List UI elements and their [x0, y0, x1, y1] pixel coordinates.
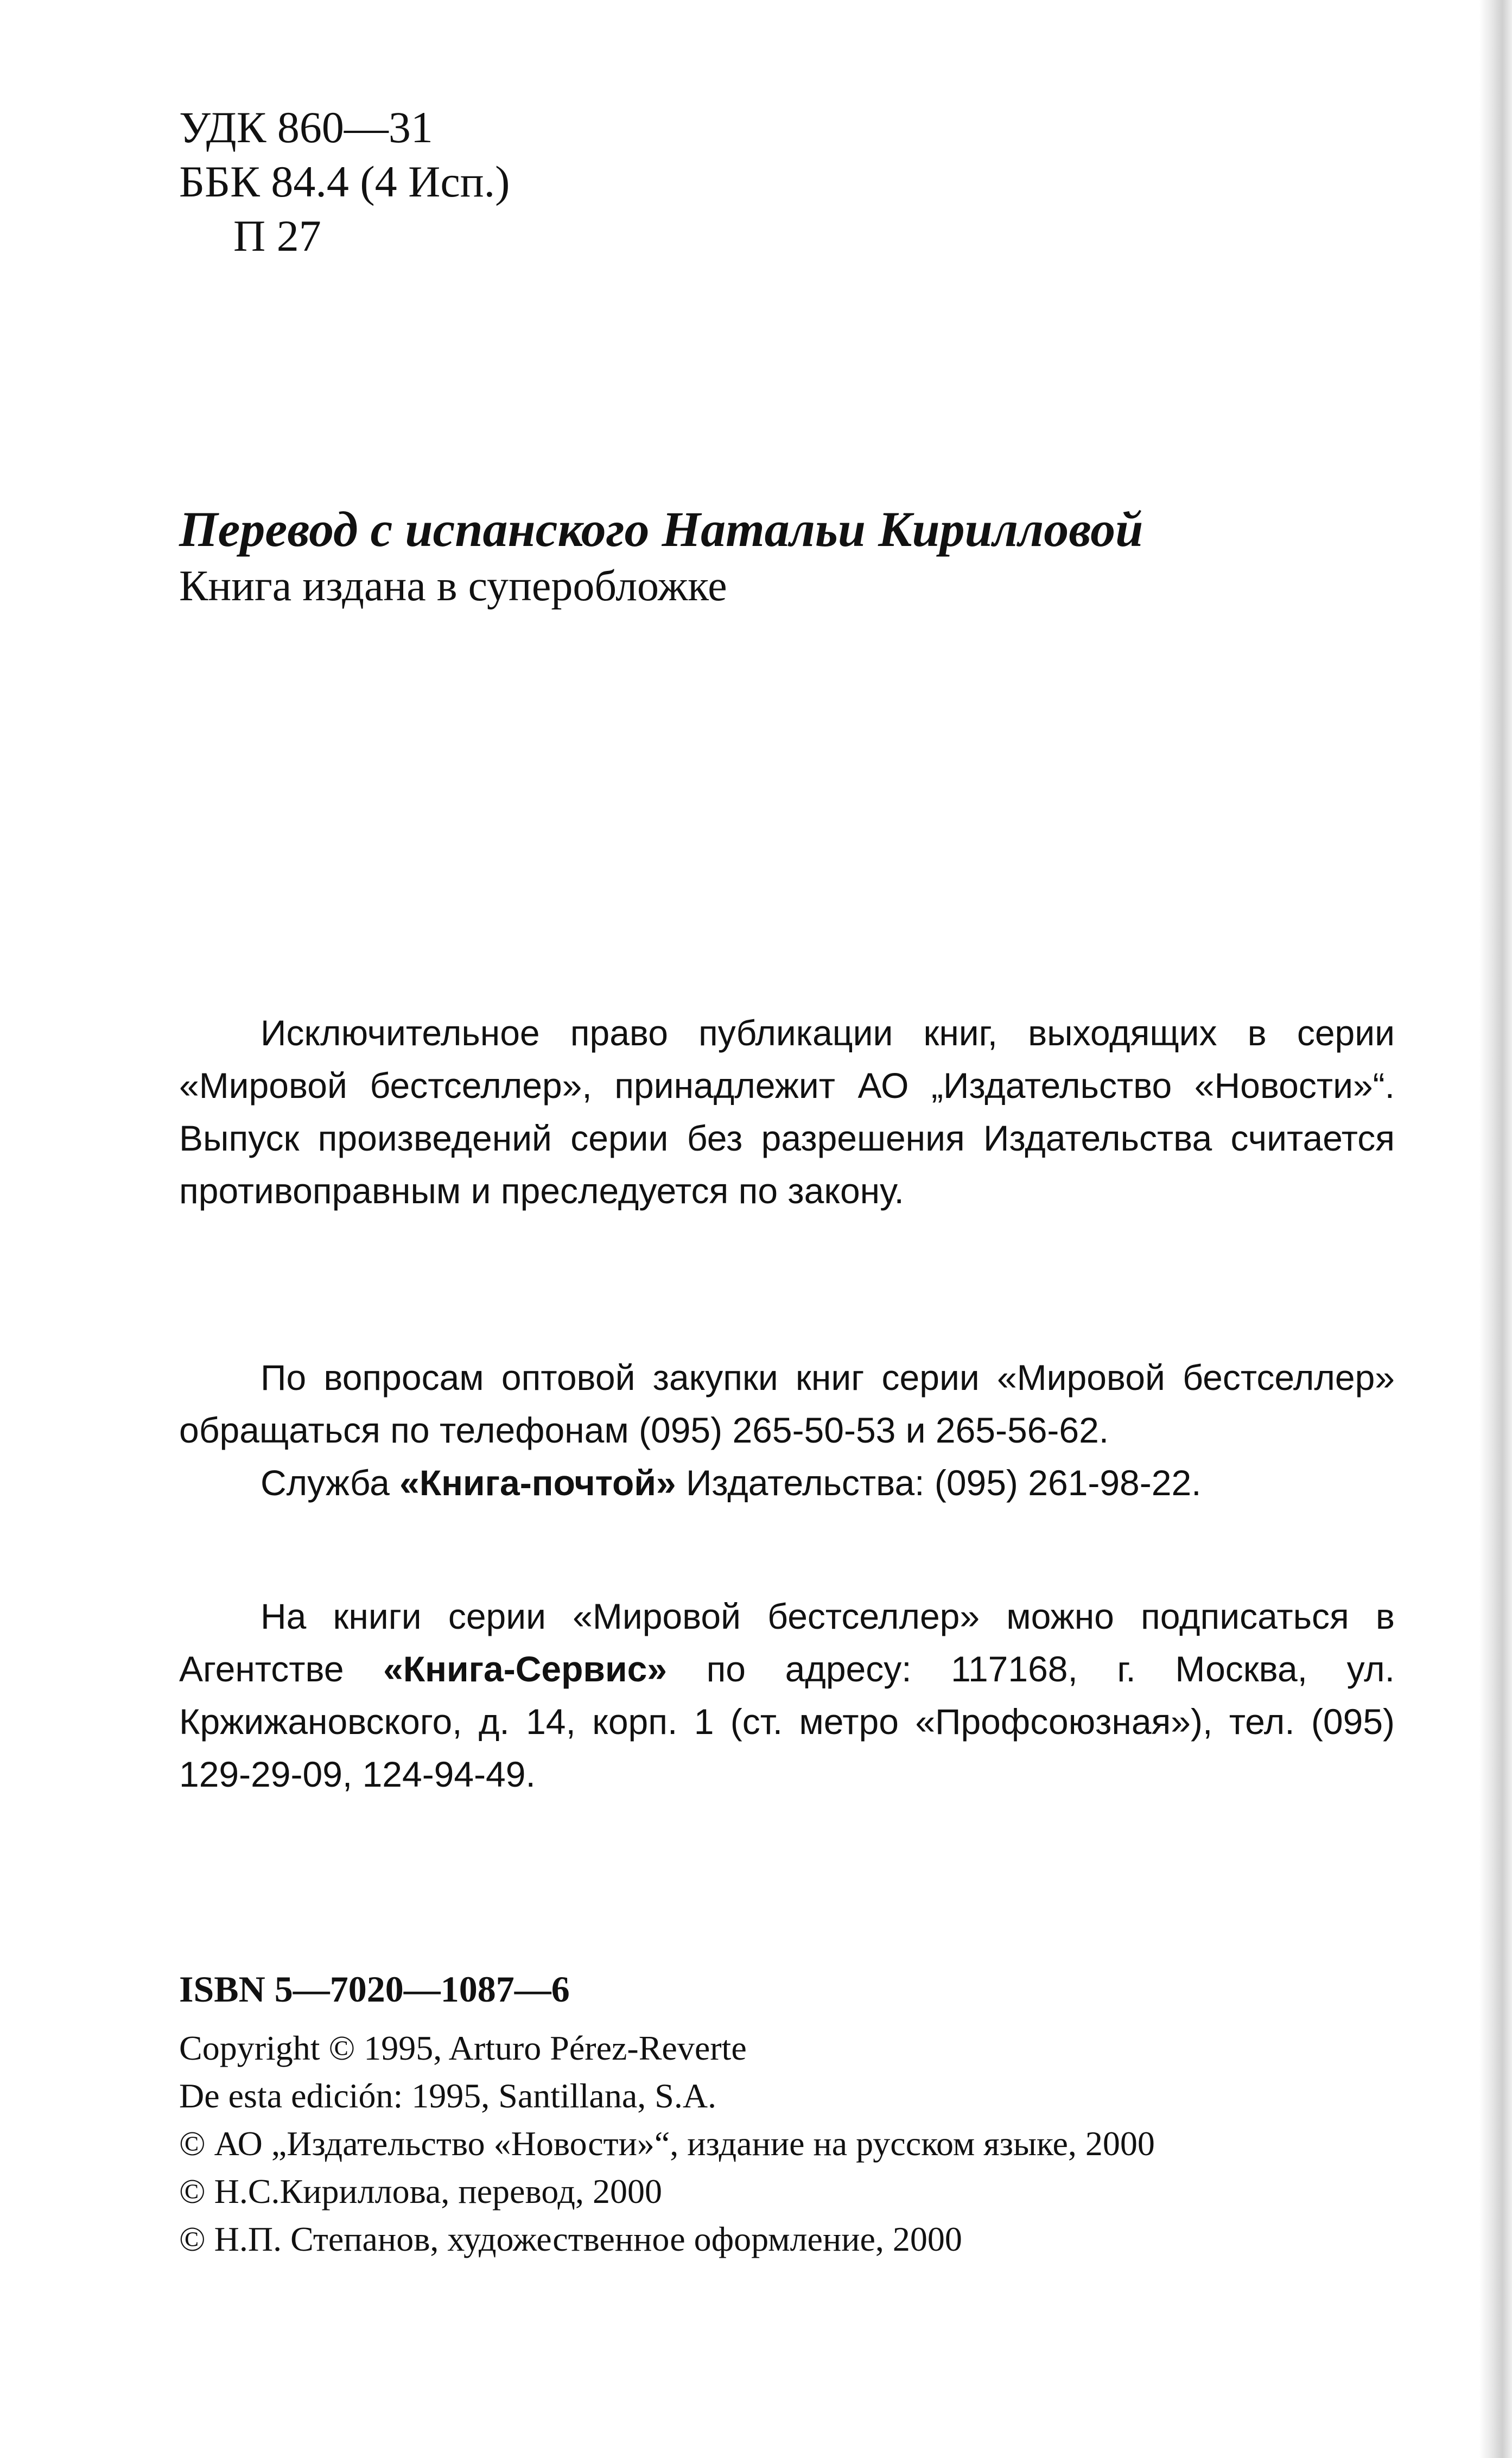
isbn-number: ISBN 5—7020—1087—6 [179, 1968, 570, 2010]
mail-order-phone: Издательства: (095) 261-98-22. [676, 1463, 1202, 1503]
subscription-info [179, 1590, 1395, 1801]
mail-order-name: «Книга-почтой» [399, 1463, 676, 1503]
rights-notice: Исключительное право публикации книг, выходящих в серии «Мировой бестселлер», принадлежит АО „Издательство «Новости»“. Выпуск произведений серии без разрешения Издательства считается противоправным и преследуется по закону. [179, 1013, 1395, 1211]
author-mark: П 27 [233, 211, 321, 261]
translation-info [179, 499, 1395, 613]
subscription-address: по адресу: 117168, г. Москва, ул. Кржижановского, д. 14, корп. 1 (ст. метро «Профсоюзная»), тел. (095) 129-29-09, 124-94-49. [179, 1649, 1395, 1794]
page-edge-shadow [1479, 0, 1512, 2458]
subscription-prefix: На книги серии «Мировой бестселлер» можно подписаться в Агентстве [179, 1596, 1395, 1689]
wholesale-contacts: По вопросам оптовой закупки книг серии «Мировой бестселлер» обращаться по телефонам (095) 265-50-53 и 265-56-62. [179, 1357, 1395, 1450]
bbk-code: ББК 84.4 (4 Исп.) [179, 157, 510, 206]
udk-code: УДК 860—31 [179, 103, 433, 152]
copyright-list [179, 2024, 1395, 2263]
copyright-line: © Н.П. Степанов, художественное оформление, 2000 [179, 2220, 962, 2258]
copyright-line: Copyright © 1995, Arturo Pérez-Reverte [179, 2029, 747, 2067]
copyright-line: De esta edición: 1995, Santillana, S.A. [179, 2076, 717, 2115]
mail-order-prefix: Служба [261, 1463, 400, 1503]
edition-note: Книга издана в суперобложке [179, 562, 727, 610]
mail-order-service [179, 1457, 1395, 1509]
catalog-codes [179, 100, 1395, 263]
translator-credit: Перевод с испанского Натальи Кирилловой [179, 501, 1143, 557]
copyright-line: © АО „Издательство «Новости»“, издание на русском языке, 2000 [179, 2124, 1155, 2163]
copyright-line: © Н.С.Кириллова, перевод, 2000 [179, 2172, 662, 2211]
subscription-agency: «Книга-Сервис» [383, 1649, 667, 1689]
wholesale-info [179, 1351, 1395, 1509]
